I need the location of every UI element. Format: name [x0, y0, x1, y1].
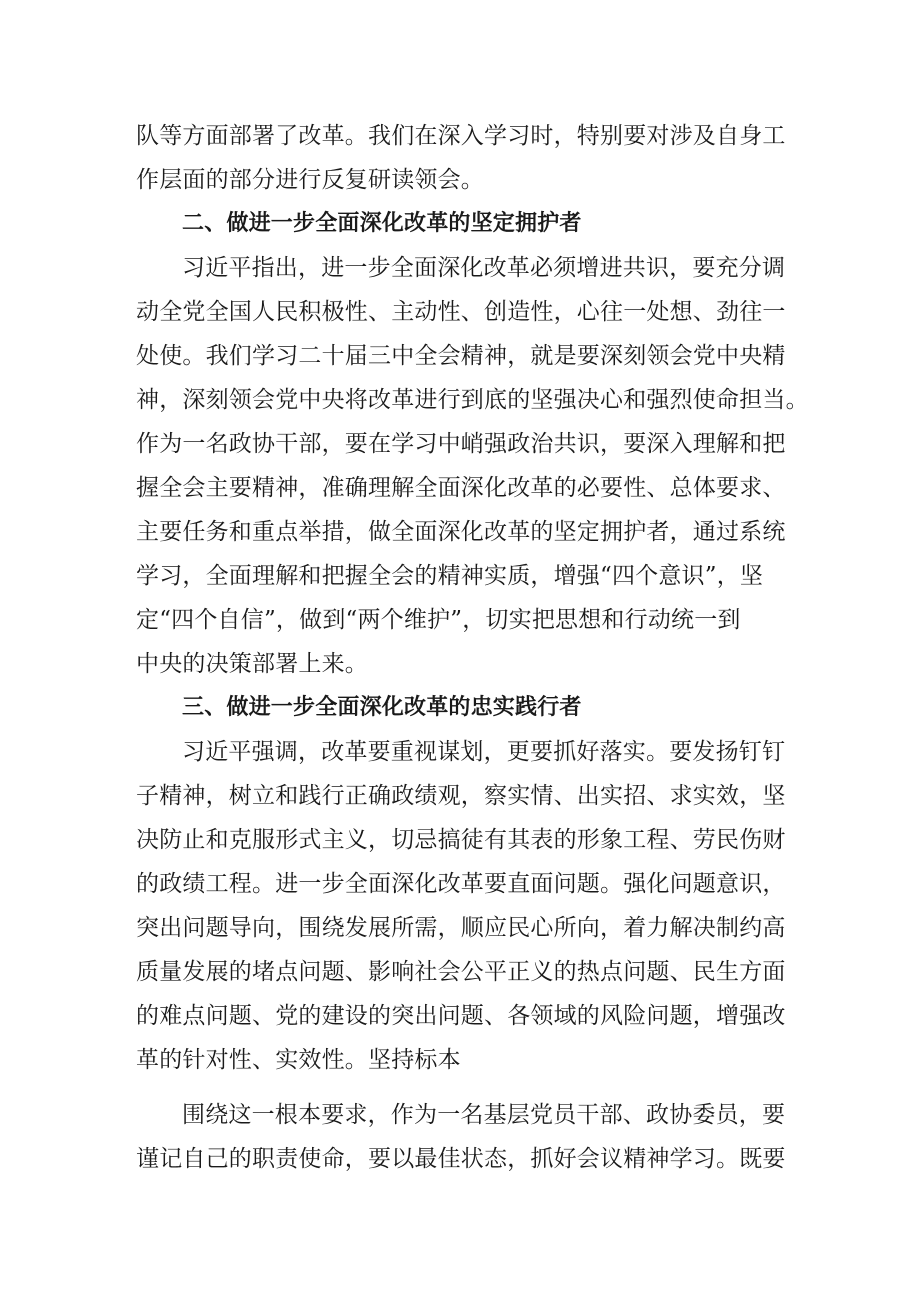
text-line: 决防止和克服形式主义，切忌搞徒有其表的形象工程、劳民伤财 — [136, 827, 786, 853]
text-line: 的政绩工程。进一步全面深化改革要直面问题。强化问题意识， — [136, 871, 786, 897]
text-line: 主要任务和重点举措，做全面深化改革的坚定拥护者，通过系统 — [136, 519, 786, 545]
text-line: 围绕这一根本要求，作为一名基层党员干部、政协委员，要 — [182, 1102, 786, 1128]
section1-tail-paragraph — [136, 114, 788, 202]
text-line: 握全会主要精神，准确理解全面深化改革的必要性、总体要求、 — [136, 475, 786, 501]
text-line: 革的针对性、实效性。坚持标本 — [136, 1047, 461, 1073]
text-line: 作为一名政协干部，要在学习中峭强政治共识，要深入理解和把 — [136, 431, 786, 457]
text-line: 学习，全面理解和把握全会的精神实质，增强“四个意识”，坚 — [136, 563, 764, 589]
text-line: 神，深刻领会党中央将改革进行到底的坚强决心和强烈使命担当。 — [136, 387, 809, 413]
text-line: 动全党全国人民积极性、主动性、创造性，心往一处想、劲往一 — [136, 299, 786, 325]
section2-heading: 二、做进一步全面深化改革的坚定拥护者 — [182, 211, 582, 236]
text-line: 中央的决策部署上来。 — [136, 651, 368, 677]
text-line: 子精神，树立和践行正确政绩观，察实情、出实招、求实效，坚 — [136, 783, 786, 809]
text-line: 谨记自己的职责使命，要以最佳状态，抓好会议精神学习。既要 — [136, 1146, 786, 1172]
text-line: 作层面的部分进行反复研读领会。 — [136, 167, 484, 193]
text-line: 突出问题导向，围绕发展所需，顺应民心所向，着力解决制约高 — [136, 915, 786, 941]
text-line: 习近平强调，改革要重视谋划，更要抓好落实。要发扬钉钉 — [182, 739, 786, 765]
document-body — [136, 114, 809, 1181]
section3-heading: 三、做进一步全面深化改革的忠实践行者 — [182, 695, 582, 720]
paragraph4 — [136, 1093, 788, 1181]
section2-paragraph — [136, 246, 809, 686]
text-line: 习近平指出，进一步全面深化改革必须增进共识，要充分调 — [182, 255, 786, 281]
text-line: 质量发展的堵点问题、影响社会公平正义的热点问题、民生方面 — [136, 959, 786, 985]
paragraph-gap — [136, 1082, 788, 1093]
section3-paragraph — [136, 730, 788, 1082]
text-line: 处使。我们学习二十届三中全会精神，就是要深刻领会党中央精 — [136, 343, 786, 369]
text-line: 队等方面部署了改革。我们在深入学习时，特别要对涉及自身工 — [136, 123, 786, 149]
text-line: 定“四个自信”，做到“两个维护”，切实把思想和行动统一到 — [136, 607, 741, 633]
text-line: 的难点问题、党的建设的突出问题、各领域的风险问题，增强改 — [136, 1003, 786, 1029]
